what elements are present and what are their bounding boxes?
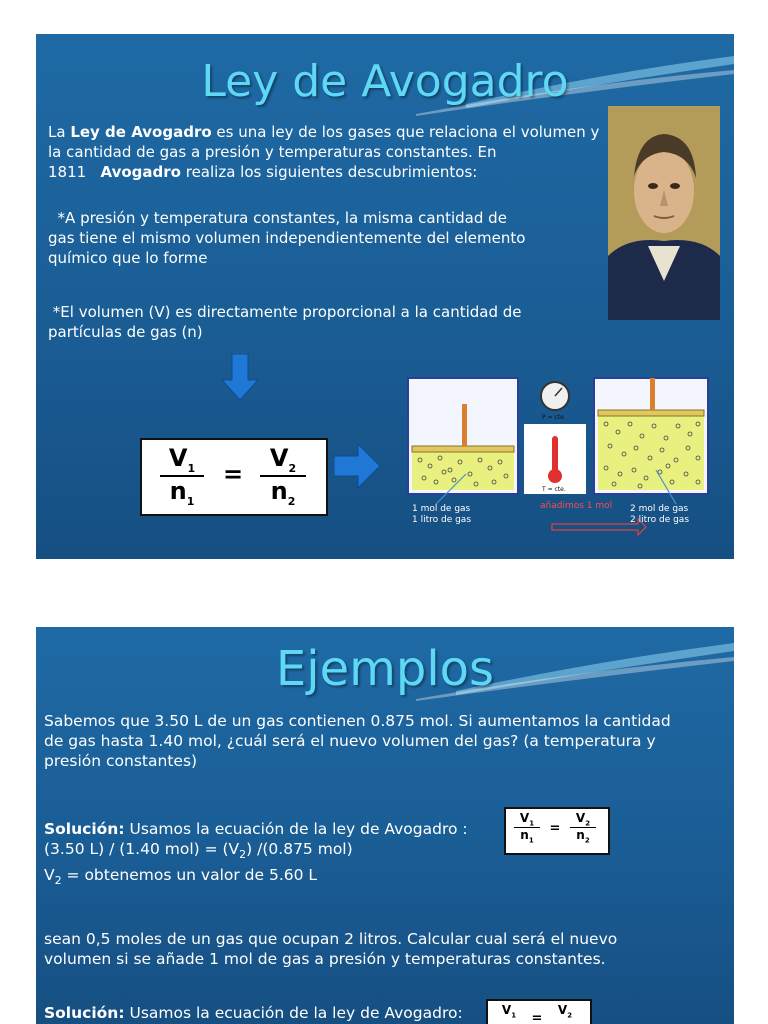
equals-sign: = [549, 821, 561, 836]
solution-1: Solución: Usamos la ecuación de la ley de Avogadro : (3.50 L) / (1.40 $mol) = (V_2)$ /(0.875 mol) $V_2$ = obtenemos un valor de 5.60 L [44, 820, 468, 888]
slide-examples [36, 627, 734, 1024]
avogadro-equation-box [140, 438, 328, 516]
left-container-label: 1 mol de gas 1 litro de gas [412, 504, 472, 525]
down-arrow-icon [222, 354, 258, 402]
intro-bold-term: Ley de Avogadro [70, 123, 212, 141]
slide-title: Ejemplos [275, 641, 495, 697]
intro-paragraph: La Ley de Avogadro es una ley de los gases que relaciona el volumen y la cantidad de gas a presión y temperaturas constantes. En 1811 Avogadro realiza los siguientes descubrimientos: [48, 123, 600, 181]
equals-sign: = [222, 460, 244, 488]
equals-sign: = [531, 1011, 543, 1024]
fraction-v2-n2: $V_2$ $n_2$ [260, 444, 306, 508]
fraction-v2-n2: $V_2$ [557, 1003, 573, 1020]
fraction-v1-n1: $V_1$ [501, 1003, 517, 1020]
solution-label: Solución: [44, 820, 125, 838]
avogadro-portrait [608, 106, 720, 320]
solution-2: Solución: Usamos la ecuación de la ley de Avogadro: [44, 1004, 463, 1022]
discovery-point-1: *A presión y temperatura constantes, la misma cantidad de gas tiene el mismo volumen independientemente del elemento químico que lo forme [48, 209, 526, 267]
slide-title: Ley de Avogadro [201, 56, 569, 107]
solution-label: Solución: [44, 1004, 125, 1022]
right-arrow-icon [334, 444, 382, 488]
equation-box-small [504, 807, 610, 855]
fraction-v1-n1: $V_1$ $n_1$ [514, 811, 540, 845]
pressure-label: P = cte. [542, 414, 566, 421]
gas-volume-diagram [406, 374, 711, 544]
discovery-point-2: *El volumen (V) es directamente proporcional a la cantidad de partículas de gas (n) [48, 303, 522, 341]
equation-box-small-2 [486, 999, 592, 1024]
temperature-label: T = cte. [542, 486, 566, 493]
problem-2: sean 0,5 moles de un gas que ocupan 2 litros. Calcular cual será el nuevo volumen si se añade 1 mol de gas a presión y temperaturas constantes. [44, 930, 618, 968]
added-mol-label: añadimos 1 mol [540, 501, 613, 511]
problem-1: Sabemos que 3.50 L de un gas contienen 0.875 mol. Si aumentamos la cantidad de gas hasta 1.40 mol, ¿cuál será el nuevo volumen del gas? (a temperatura y presión constantes) [44, 712, 671, 770]
slide-avogadro-law [36, 34, 734, 559]
right-container-label: 2 mol de gas 2 litro de gas [630, 504, 690, 525]
fraction-v1-n1: $V_1$ $n_1$ [160, 444, 204, 508]
fraction-v2-n2: $V_2$ $n_2$ [570, 811, 596, 845]
